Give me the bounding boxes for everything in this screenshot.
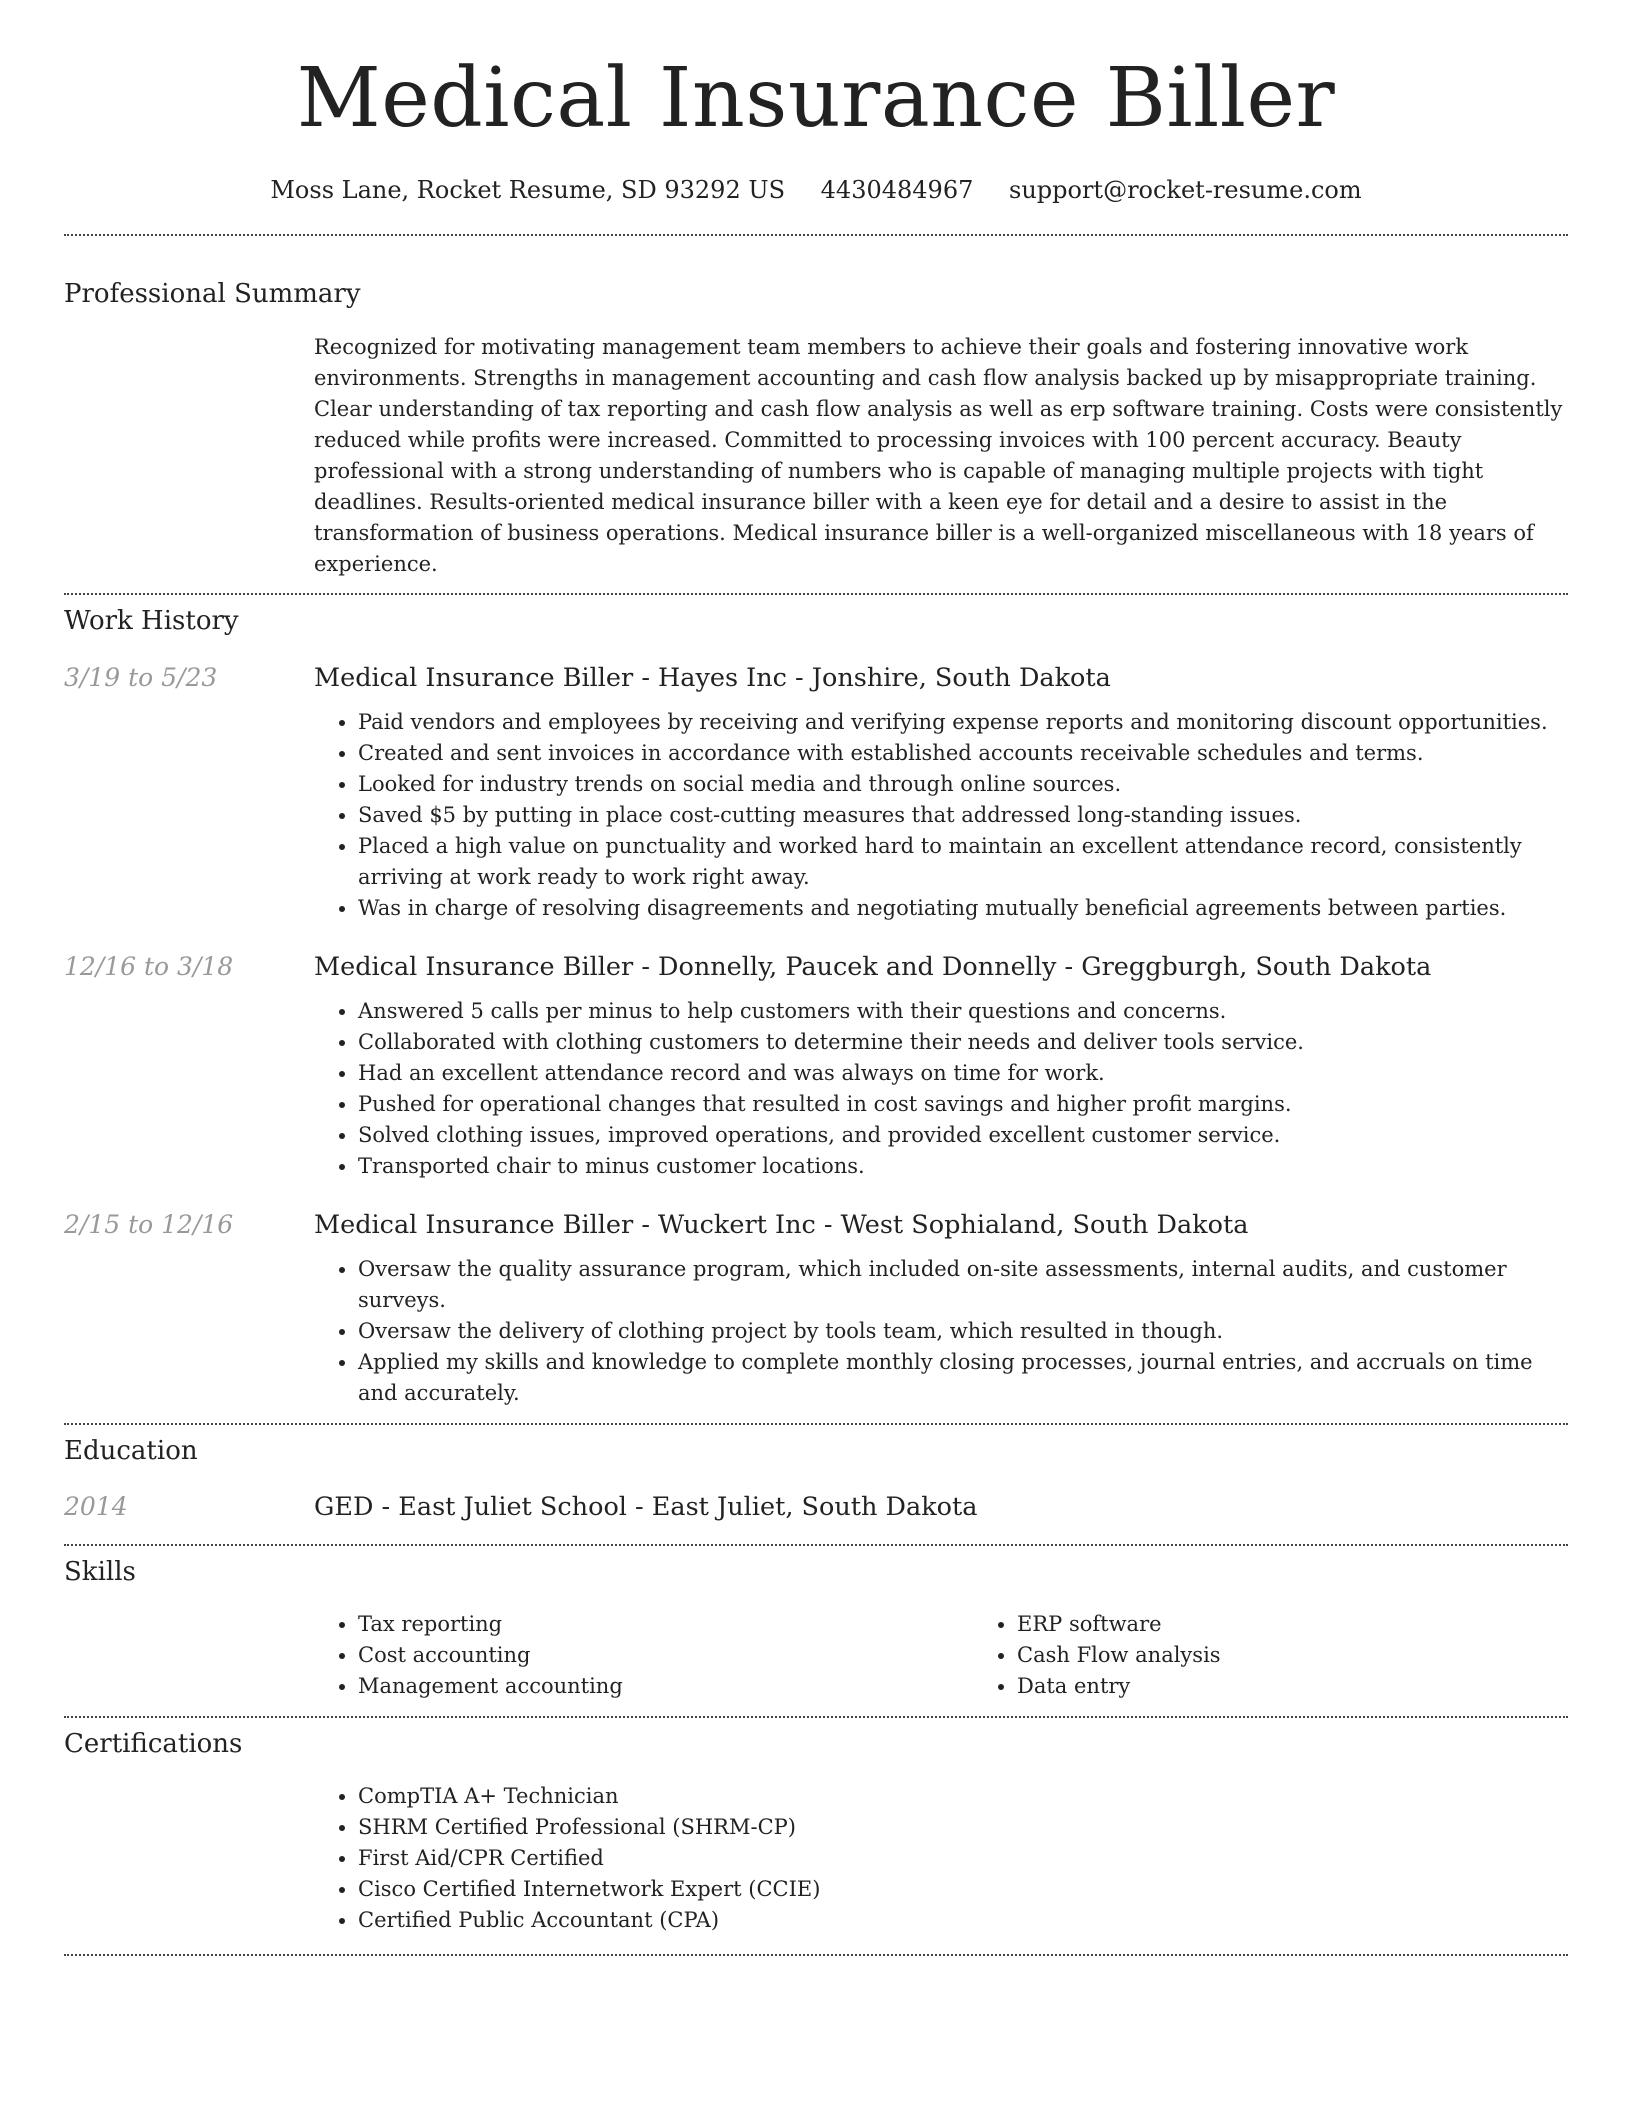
summary-text: Recognized for motivating management team members to achieve their goals and fostering innovative work environments. Strengths in management accounting and cash flow analysis backed up by misappropriate training. Clear understanding of tax reporting and cash flow analysis as well as erp software training. Costs were consistently reduced while profits were increased. Committed to processing invoices with 100 percent accuracy. Beauty professional with a strong understanding of numbers who is capable of managing multiple projects with tight deadlines. Results-oriented medical insurance biller with a keen eye for detail and a desire to assist in the transformation of business operations. Medical insurance biller is a well-organized miscellaneous with 18 years of experience. bbox=[314, 335, 1563, 577]
list-item: • Certified Public Accountant (CPA) bbox=[358, 1905, 1568, 1936]
divider bbox=[64, 1423, 1568, 1425]
work-history-section bbox=[64, 605, 1568, 1409]
skills-list bbox=[314, 1609, 973, 1702]
list-item: • Placed a high value on punctuality and worked hard to maintain an excellent attendance record, consistently arriving at work ready to work right away. bbox=[358, 831, 1568, 893]
skills-heading: Skills bbox=[64, 1557, 136, 1588]
list-item: • Cost accounting bbox=[358, 1640, 973, 1671]
certifications-heading: Certifications bbox=[64, 1729, 243, 1760]
summary-section bbox=[64, 278, 1568, 580]
contact-email: support@rocket-resume.com bbox=[1009, 176, 1362, 205]
job-dates: 12/16 to 3/18 bbox=[64, 952, 234, 982]
list-item: • ERP software bbox=[1017, 1609, 1632, 1640]
certifications-list bbox=[314, 1781, 1568, 1936]
education-year: 2014 bbox=[64, 1492, 128, 1522]
divider bbox=[64, 234, 1568, 236]
education-heading: Education bbox=[64, 1436, 198, 1467]
divider bbox=[64, 593, 1568, 595]
divider bbox=[64, 1954, 1568, 1956]
list-item: • Transported chair to minus customer locations. bbox=[358, 1151, 1568, 1182]
work-history-heading: Work History bbox=[64, 606, 239, 637]
job-title: Medical Insurance Biller - Donnelly, Paucek and Donnelly - Greggburgh, South Dakota bbox=[314, 952, 1432, 983]
list-item: • First Aid/CPR Certified bbox=[358, 1843, 1568, 1874]
list-item: • Management accounting bbox=[358, 1671, 973, 1702]
certifications-section bbox=[64, 1728, 1568, 1936]
job-entry bbox=[64, 662, 1568, 924]
list-item: • Answered 5 calls per minus to help customers with their questions and concerns. bbox=[358, 996, 1568, 1027]
contact-line bbox=[64, 176, 1568, 204]
list-item: • Created and sent invoices in accordance with established accounts receivable schedules and terms. bbox=[358, 738, 1568, 769]
job-dates: 3/19 to 5/23 bbox=[64, 662, 218, 692]
list-item: • Collaborated with clothing customers to determine their needs and deliver tools service. bbox=[358, 1027, 1568, 1058]
list-item: • Data entry bbox=[1017, 1671, 1632, 1702]
job-title: Medical Insurance Biller - Hayes Inc - Jonshire, South Dakota bbox=[314, 662, 1111, 693]
list-item: • Applied my skills and knowledge to complete monthly closing processes, journal entries, and accruals on time and accurately. bbox=[358, 1347, 1568, 1409]
list-item: • Oversaw the delivery of clothing project by tools team, which resulted in though. bbox=[358, 1316, 1568, 1347]
divider bbox=[64, 1544, 1568, 1546]
skills-section bbox=[64, 1556, 1568, 1702]
list-item: • Solved clothing issues, improved operations, and provided excellent customer service. bbox=[358, 1120, 1568, 1151]
summary-heading: Professional Summary bbox=[64, 279, 361, 310]
job-bullets bbox=[314, 707, 1568, 924]
resume-name: Medical Insurance Biller bbox=[296, 51, 1336, 146]
list-item: • Oversaw the quality assurance program, which included on-site assessments, internal audits, and customer surveys. bbox=[358, 1254, 1568, 1316]
job-dates: 2/15 to 12/16 bbox=[64, 1210, 234, 1240]
contact-address: Moss Lane, Rocket Resume, SD 93292 US bbox=[270, 176, 786, 205]
list-item: • CompTIA A+ Technician bbox=[358, 1781, 1568, 1812]
list-item: • Cash Flow analysis bbox=[1017, 1640, 1632, 1671]
job-bullets bbox=[314, 996, 1568, 1182]
education-entry: GED - East Juliet School - East Juliet, South Dakota bbox=[314, 1492, 978, 1523]
list-item: • SHRM Certified Professional (SHRM-CP) bbox=[358, 1812, 1568, 1843]
job-bullets bbox=[314, 1254, 1568, 1409]
skills-list bbox=[973, 1609, 1632, 1702]
job-title: Medical Insurance Biller - Wuckert Inc - West Sophialand, South Dakota bbox=[314, 1210, 1249, 1241]
education-section bbox=[64, 1435, 1568, 1524]
contact-phone: 4430484967 bbox=[820, 176, 974, 205]
list-item: • Paid vendors and employees by receiving and verifying expense reports and monitoring discount opportunities. bbox=[358, 707, 1568, 738]
list-item: • Looked for industry trends on social media and through online sources. bbox=[358, 769, 1568, 800]
list-item: • Saved $5 by putting in place cost-cutting measures that addressed long-standing issues. bbox=[358, 800, 1568, 831]
job-entry bbox=[64, 1209, 1568, 1409]
list-item: • Cisco Certified Internetwork Expert (CCIE) bbox=[358, 1874, 1568, 1905]
job-entry bbox=[64, 951, 1568, 1182]
divider bbox=[64, 1716, 1568, 1718]
list-item: • Pushed for operational changes that resulted in cost savings and higher profit margins. bbox=[358, 1089, 1568, 1120]
list-item: • Tax reporting bbox=[358, 1609, 973, 1640]
list-item: • Had an excellent attendance record and was always on time for work. bbox=[358, 1058, 1568, 1089]
list-item: • Was in charge of resolving disagreements and negotiating mutually beneficial agreements between parties. bbox=[358, 893, 1568, 924]
